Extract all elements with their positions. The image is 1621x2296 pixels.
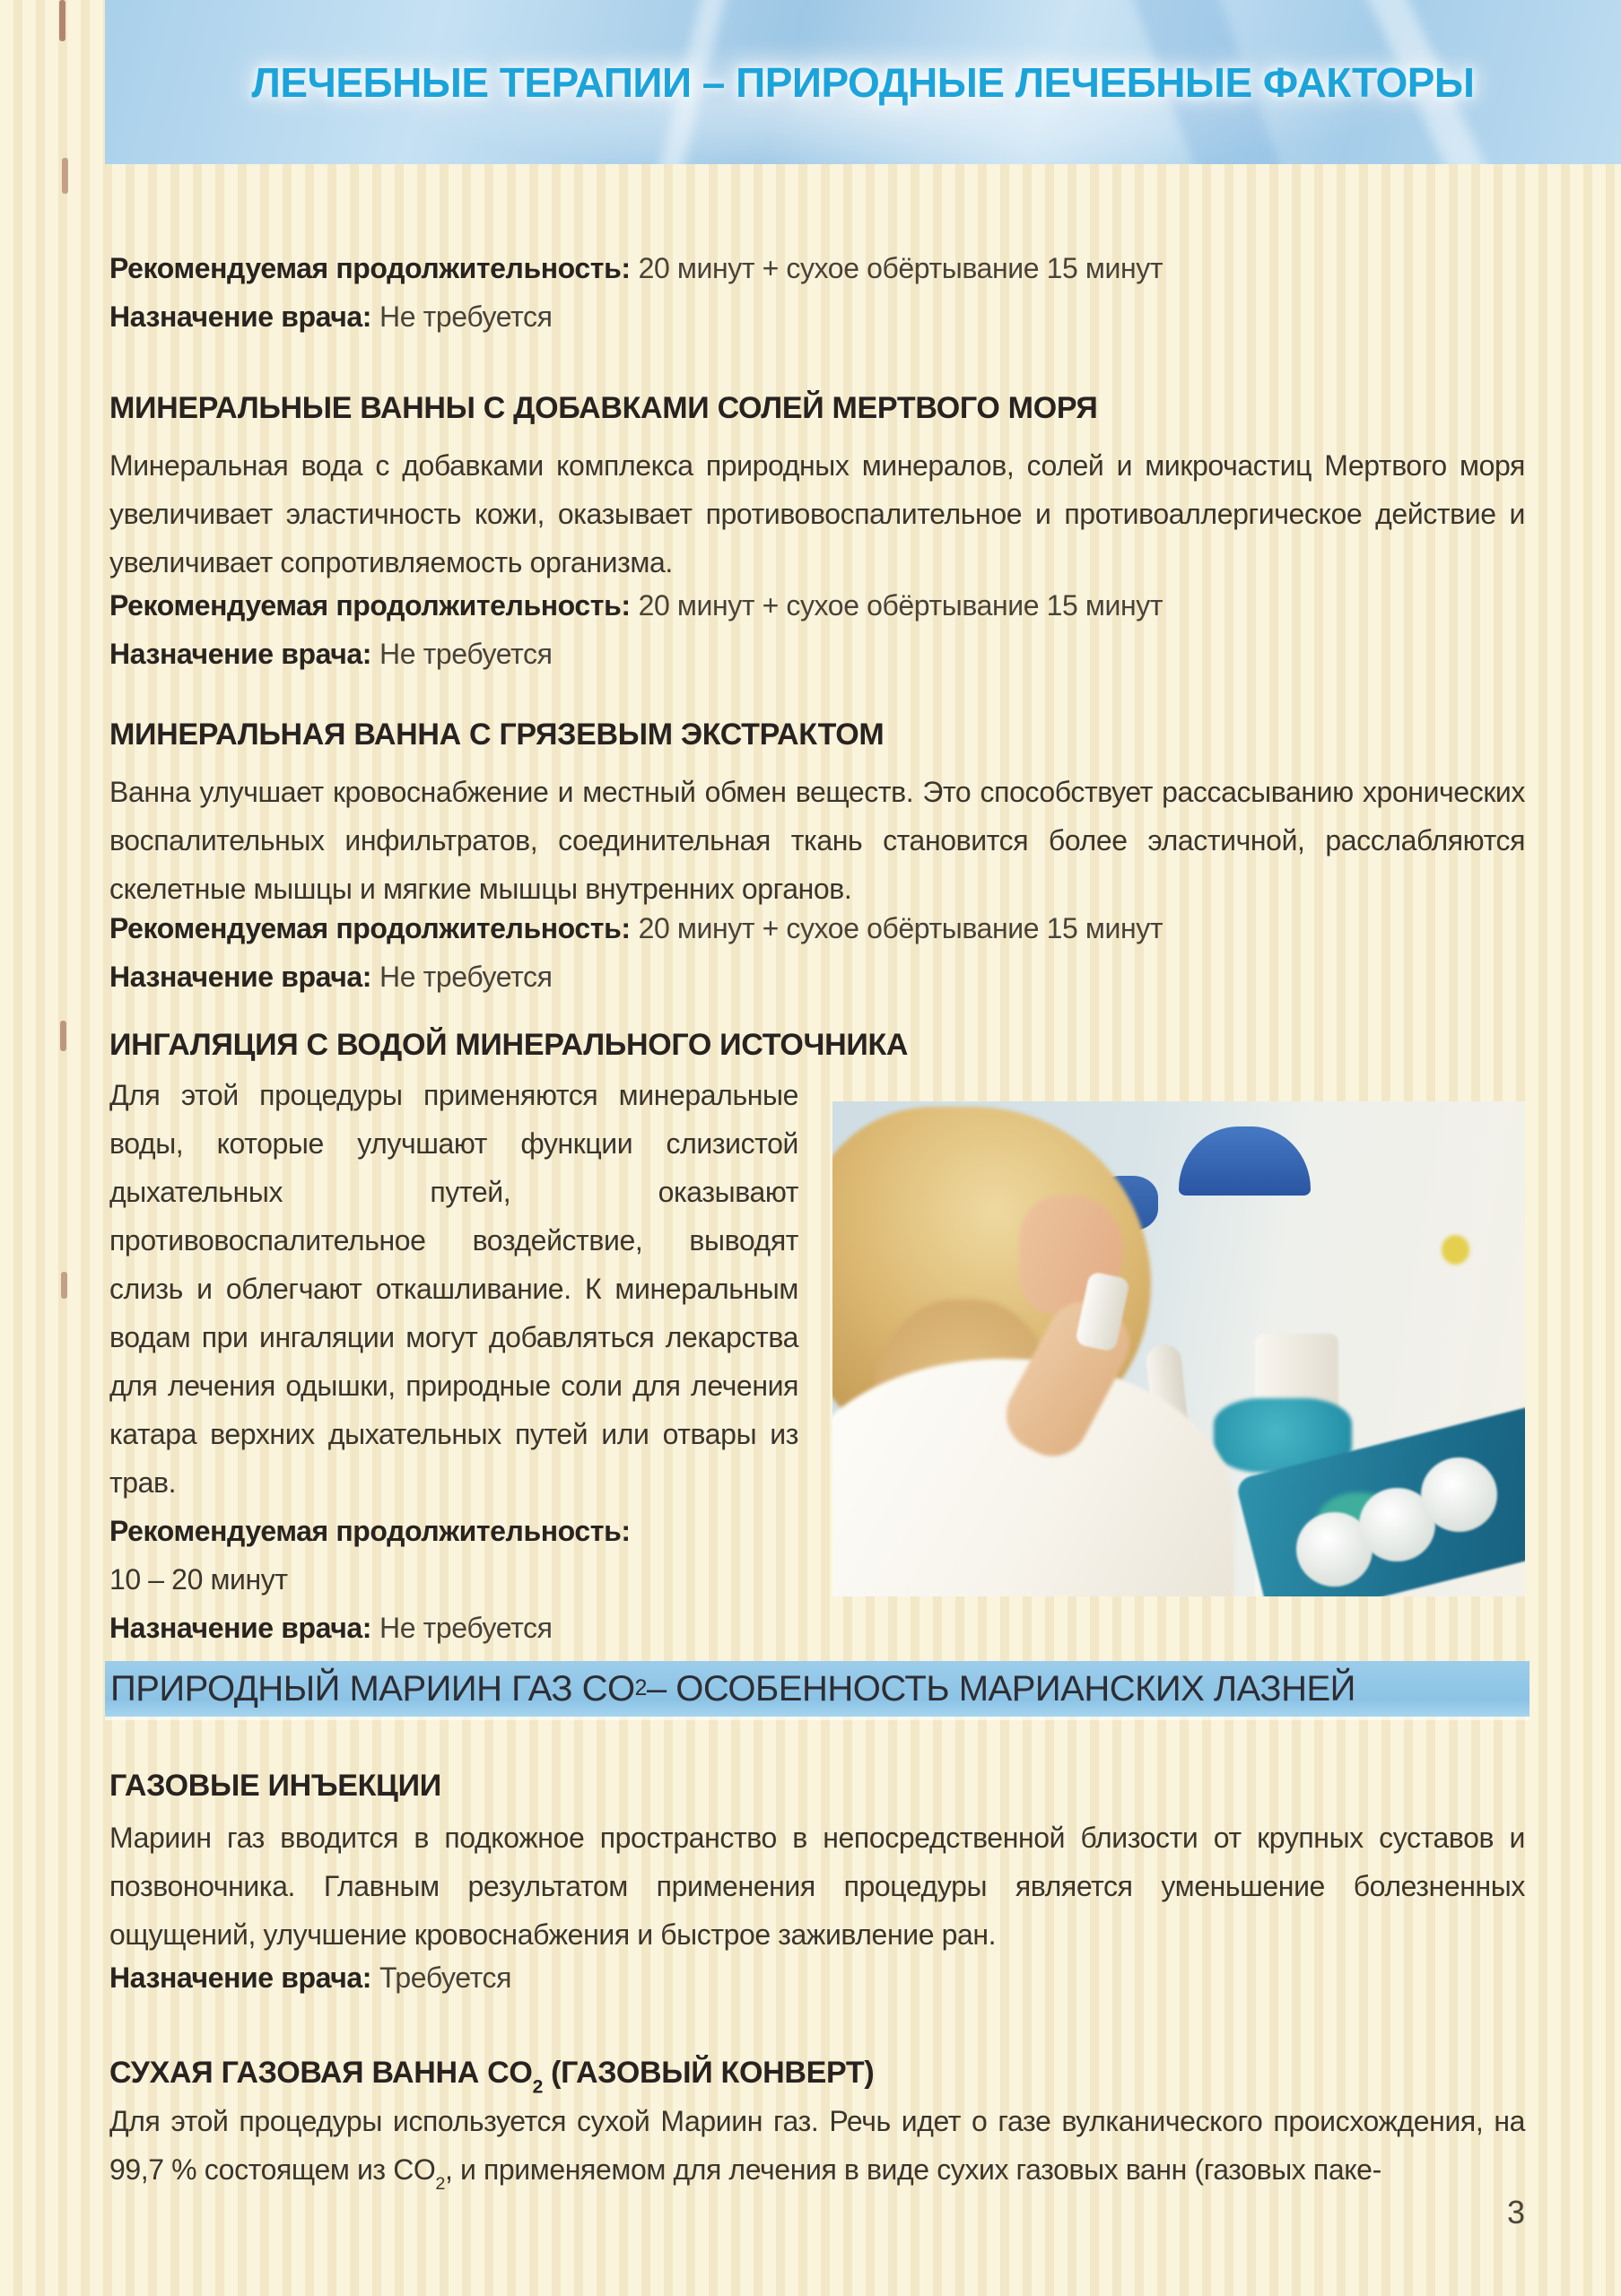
banner-text: ПРИРОДНЫЙ МАРИИН ГАЗ CO [110, 1668, 635, 1709]
gas-injections-meta [109, 1953, 1525, 2002]
co2-section-banner [105, 1661, 1529, 1717]
page-number: 3 [1506, 2194, 1525, 2231]
prescription-label: Назначение врача: [109, 1612, 372, 1644]
section-heading-mud: МИНЕРАЛЬНАЯ ВАННА С ГРЯЗЕВЫМ ЭКСТРАКТОМ [109, 718, 885, 752]
prescription-label: Назначение врача: [109, 638, 372, 670]
section-body-inhalation: Для этой процедуры применяются минеральные воды, которые улучшают функции слизистой дыхательных путей, оказывают противовоспалительное воздействие, выводят слизь и облегчают откашливание. К минеральным водам при ингаляции могут добавляться лекарства для лечения одышки, природные соли для лечения катара верхних дыхательных путей или отвары из трав. [109, 1079, 798, 1499]
photo-yellow-spot [1442, 1235, 1469, 1265]
prescription-label: Назначение врача: [109, 961, 372, 993]
section-heading-inhalation: ИНГАЛЯЦИЯ С ВОДОЙ МИНЕРАЛЬНОГО ИСТОЧНИКА [109, 1028, 909, 1062]
page-title: ЛЕЧЕБНЫЕ ТЕРАПИИ – ПРИРОДНЫЕ ЛЕЧЕБНЫЕ ФАКТОРЫ [251, 58, 1475, 106]
prescription-line [109, 952, 1525, 1001]
photo-tray-ball [1421, 1457, 1497, 1532]
section-heading-gas-injections: ГАЗОВЫЕ ИНЪЕКЦИИ [109, 1769, 441, 1803]
section-heading-dead-sea: МИНЕРАЛЬНЫЕ ВАННЫ С ДОБАВКАМИ СОЛЕЙ МЕРТВОГО МОРЯ [109, 391, 1098, 425]
section-body-dead-sea: Минеральная вода с добавками комплекса природных минералов, солей и микрочастиц Мертвого моря увеличивает эластичность кожи, оказывает противовоспалительное и противоаллергическое действие и увеличивает сопротивляемость организма. [109, 449, 1525, 578]
duration-value: 20 минут + сухое обёртывание 15 минут [638, 589, 1163, 622]
duration-line [109, 244, 1525, 292]
duration-value: 20 минут + сухое обёртывание 15 минут [638, 252, 1163, 284]
prescription-line [109, 630, 1525, 678]
section-body-gas-injections: Мариин газ вводится в подкожное пространство в непосредственной близости от крупных суставов и позвоночника. Главным результатом применения процедуры является уменьшение болезненных ощущений, улучшение кровоснабжения и быстрое заживление ран. [109, 1822, 1525, 1951]
duration-line [109, 904, 1525, 952]
duration-label: Рекомендуемая продолжительность: [109, 589, 631, 622]
prescription-value: Не требуется [379, 638, 553, 670]
duration-label: Рекомендуемая продолжительность: [109, 912, 631, 944]
body-text: Для этой процедуры используется сухой Мариин газ. Речь идет о газе вулканического происхождения, на 99,7 % состоящем из CO [109, 2105, 1525, 2186]
prescription-value: Не требуется [379, 961, 553, 993]
prescription-value: Требуется [379, 1961, 512, 1994]
header-photo-strip [105, 0, 1621, 164]
photo-blue-lamp [1179, 1126, 1311, 1196]
duration-line [109, 581, 1525, 630]
heading-text: (ГАЗОВЫЙ КОНВЕРТ) [543, 2056, 875, 2090]
inhalation-photo [832, 1101, 1525, 1596]
heading-subscript: 2 [532, 2076, 544, 2098]
prescription-label: Назначение врача: [109, 300, 372, 333]
duration-value: 20 минут + сухое обёртывание 15 минут [638, 912, 1163, 944]
duration-label: Рекомендуемая продолжительность: [109, 1515, 631, 1547]
prescription-line [109, 1604, 798, 1652]
banner-subscript: 2 [634, 1676, 647, 1700]
inhalation-column [109, 1071, 798, 1652]
mud-meta [109, 904, 1525, 1001]
duration-label: Рекомендуемая продолжительность: [109, 252, 631, 284]
prescription-line [109, 292, 1525, 341]
prescription-label: Назначение врача: [109, 1961, 372, 1994]
prescription-value: Не требуется [379, 300, 553, 333]
banner-text: – ОСОБЕННОСТЬ МАРИАНСКИХ ЛАЗНЕЙ [646, 1668, 1355, 1709]
scan-edge-artifact [60, 1021, 66, 1051]
dead-sea-meta [109, 581, 1525, 678]
scan-edge-artifact [59, 0, 65, 41]
section-body-mud: Ванна улучшает кровоснабжение и местный обмен веществ. Это способствует рассасыванию хронических воспалительных инфильтратов, соединительная ткань становится более эластичной, расслабляются скелетные мышцы и мягкие мышцы внутренних органов. [109, 776, 1525, 905]
duration-value: 10 – 20 минут [109, 1563, 288, 1596]
scan-edge-artifact [62, 158, 68, 194]
intro-meta [109, 244, 1525, 341]
body-subscript: 2 [435, 2173, 446, 2194]
section-body-dry-gas-bath [109, 2097, 1525, 2208]
body-text: , и применяемом для лечения в виде сухих газовых ванн (газовых паке- [445, 2153, 1381, 2186]
heading-text: СУХАЯ ГАЗОВАЯ ВАННА CO [109, 2056, 533, 2090]
scan-edge-artifact [61, 1272, 67, 1299]
prescription-value: Не требуется [379, 1612, 553, 1644]
